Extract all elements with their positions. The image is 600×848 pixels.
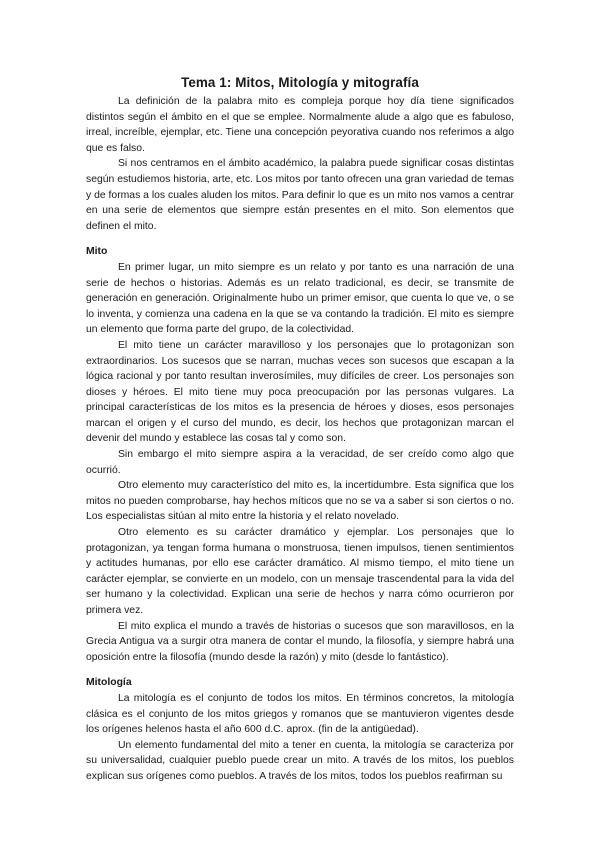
section-heading-mitologia: Mitología (86, 677, 132, 689)
intro-paragraph: La definición de la palabra mito es compleja porque hoy día tiene significados distintos según el ámbito en el que se emplee. Normalmente alude a algo que es fabuloso, irreal, increíble, ejemplar, etc. Tiene una concepción peyorativa cuando nos referimos a algo que es falso. (86, 96, 514, 154)
body-paragraph: Otro elemento es su carácter dramático y ejemplar. Los personajes que lo protagonizan, ya tengan forma humana o monstruosa, tienen impulsos, tienen sentimientos y actitudes humanas, por ello ese carácter dramático. Al mismo tiempo, el mito tiene un carácter ejemplar, se convierte en un modelo, con un mensaje trascendental para la vida del ser humano y la colectividad. Explican una serie de hechos y narra cómo ocurrieron por primera vez. (86, 527, 514, 616)
body-paragraph: La mitología es el conjunto de todos los mitos. En términos concretos, la mitología clásica es el conjunto de los mitos griegos y romanos que se mantuvieron vigentes desde los orígenes helenos hasta el año 600 d.C. aprox. (fin de la antigüedad). (86, 692, 514, 736)
body-paragraph: Un elemento fundamental del mito a tener en cuenta, la mitología se caracteriza por su universalidad, cualquier pueblo puede crear un mito. A través de los mitos, los pueblos explican sus orígenes como pueblos. A través de los mitos, todos los pueblos reafirman su (86, 739, 514, 782)
body-paragraph: En primer lugar, un mito siempre es un relato y por tanto es una narración de una serie de hechos o historias. Además es un relato tradicional, es decir, se transmite de generación en generación. Originalmente hubo un primer emisor, que cuenta lo que ve, o se lo inventa, y comienza una cadena en la que se va contando la tradición. El mito es siempre un elemento que forma parte del grupo, de la colectividad. (86, 261, 514, 336)
intro-paragraph: Si nos centramos en el ámbito académico, la palabra puede significar cosas distintas según estudiemos historia, arte, etc. Los mitos por tanto ofrecen una gran variedad de temas y de formas a los cuales aluden los mitos. Para definir lo que es un mito nos vamos a centrar en una serie de elementos que siempre están presentes en el mito. Son elementos que definen el mito. (86, 158, 514, 232)
body-paragraph: El mito tiene un carácter maravilloso y los personajes que lo protagonizan son extraordinarios. Los sucesos que se narran, muchas veces son sucesos que escapan a la lógica racional y por tanto resultan inverosímiles, muy difíciles de creer. Los personajes son dioses y héroes. El mito tiene muy poca preocupación por las personas vulgares. La principal características de los mitos es la presencia de héroes y dioses, esos personajes marcan el origen y el curso del mundo, es decir, los hechos que protagonizan marcan el devenir del mundo y establece las cosas tal y como son. (86, 339, 514, 445)
section-mito (86, 244, 514, 665)
page-title: Tema 1: Mitos, Mitología y mitografía (181, 75, 419, 90)
section-mitologia (86, 675, 514, 784)
body-paragraph: Otro elemento muy característico del mito es, la incertidumbre. Esta significa que los mitos no pueden comprobarse, hay hechos míticos que no se va a saber si son ciertos o no. Los especialistas sitúan al mito entre la historia y el relato novelado. (86, 480, 514, 523)
body-paragraph: Sin embargo el mito siempre aspira a la veracidad, de ser creído como algo que ocurrió. (86, 449, 514, 476)
intro-section (86, 94, 514, 234)
section-heading-mito: Mito (86, 246, 108, 258)
body-paragraph: El mito explica el mundo a través de historias o sucesos que son maravillosos, en la Grecia Antigua va a surgir otra manera de contar el mundo, la filosofía, y siempre habrá una oposición entre la filosofía (mundo desde la razón) y mito (desde lo fantástico). (86, 620, 514, 663)
